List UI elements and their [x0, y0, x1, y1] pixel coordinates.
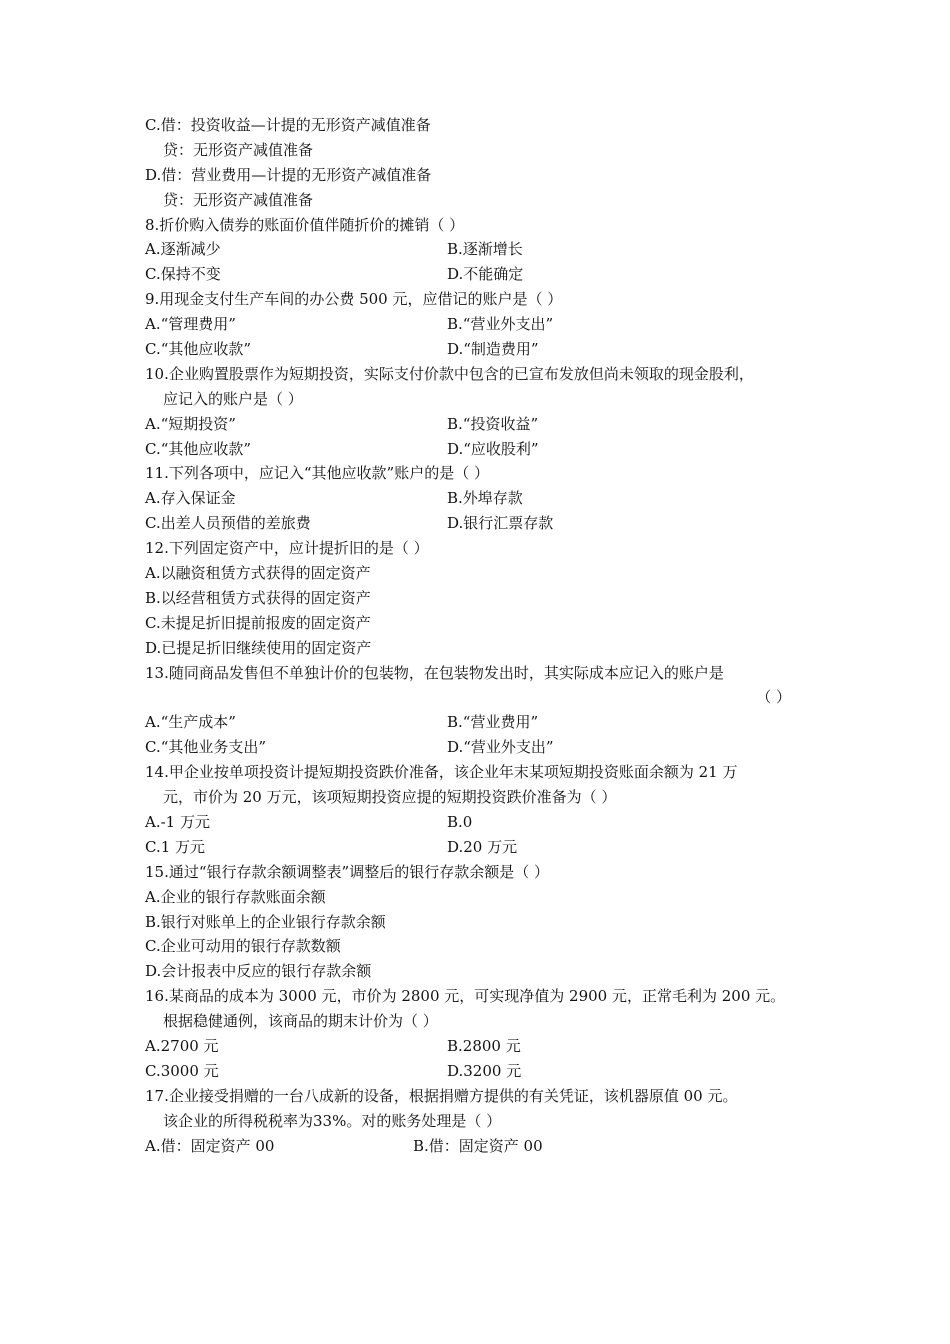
option-text: D.3200 元 [447, 1061, 522, 1080]
option-text: B.“投资收益” [447, 414, 539, 433]
option-text: B.“营业费用” [447, 713, 539, 732]
option-text: C.保持不变 [145, 265, 221, 284]
option-row [145, 810, 825, 835]
text-line: B.银行对账单上的企业银行存款余额 [145, 912, 386, 931]
option-text: B.“营业外支出” [447, 315, 554, 334]
text-line: 12.下列固定资产中，应计提折旧的是（ ） [145, 539, 429, 558]
option-row [145, 835, 825, 860]
text-line: 应记入的账户是（ ） [163, 389, 303, 408]
option-row [145, 1034, 825, 1059]
text-line: 贷：无形资产减值准备 [163, 190, 314, 209]
option-text: D.“应收股利” [447, 439, 539, 458]
option-text: D.20 万元 [447, 837, 518, 856]
text-line: 10.企业购置股票作为短期投资，实际支付价款中包含的已宣布发放但尚未领取的现金股利， [145, 364, 754, 383]
option-row [145, 237, 825, 262]
option-row [145, 262, 825, 287]
option-text: D.不能确定 [447, 265, 524, 284]
document-page [145, 113, 825, 1158]
option-text: A.“短期投资” [145, 414, 236, 433]
text-line: A.以融资租赁方式获得的固定资产 [145, 564, 371, 583]
option-text: B.借：固定资产 00 [413, 1136, 543, 1155]
option-text: C.出差人员预借的差旅费 [145, 514, 311, 533]
option-text: C.3000 元 [145, 1061, 219, 1080]
option-text: A.借：固定资产 00 [145, 1136, 275, 1155]
text-line: C.借：投资收益—计提的无形资产减值准备 [145, 116, 431, 134]
option-text: B.2800 元 [447, 1036, 521, 1055]
text-line: （ ） [756, 688, 791, 707]
text-line: 元，市价为 20 万元，该项短期投资应提的短期投资跌价准备为（ ） [163, 788, 617, 807]
text-line: D.已提足折旧继续使用的固定资产 [145, 638, 372, 657]
option-row [145, 337, 825, 362]
option-text: B.逐渐增长 [447, 240, 523, 259]
option-text: D.“制造费用” [447, 340, 539, 359]
text-line: A.企业的银行存款账面余额 [145, 887, 326, 906]
option-text: C.1 万元 [145, 837, 206, 856]
option-text: A.“生产成本” [145, 713, 236, 732]
option-text: C.“其他应收款” [145, 439, 252, 458]
text-line: D.会计报表中反应的银行存款余额 [145, 962, 372, 981]
option-row [145, 437, 825, 462]
text-line: C.未提足折旧提前报废的固定资产 [145, 613, 371, 632]
text-line: 根据稳健通例，该商品的期末计价为（ ） [163, 1012, 438, 1031]
text-line: B.以经营租赁方式获得的固定资产 [145, 588, 371, 607]
option-row [145, 710, 825, 735]
option-text: D.“营业外支出” [447, 738, 554, 757]
text-line: 11.下列各项中，应记入“其他应收款”账户的是（ ） [145, 464, 489, 483]
option-row [145, 1059, 825, 1084]
option-row [145, 312, 825, 337]
option-text: B.外埠存款 [447, 489, 523, 508]
option-row [145, 412, 825, 437]
text-line: 14.甲企业按单项投资计提短期投资跌价准备，该企业年末某项短期投资账面余额为 21 万 [145, 763, 738, 782]
option-text: C.“其他业务支出” [145, 738, 267, 757]
text-line: 9.用现金支付生产车间的办公费 500 元，应借记的账户是（ ） [145, 290, 563, 309]
option-text: A.逐渐减少 [145, 240, 221, 259]
text-line: 13.随同商品发售但不单独计价的包装物，在包装物发出时，其实际成本应记入的账户是 [145, 663, 724, 682]
text-line: D.借：营业费用—计提的无形资产减值准备 [145, 165, 432, 184]
option-text: D.银行汇票存款 [447, 514, 554, 533]
option-text: B.0 [447, 812, 473, 831]
text-line: 15.通过“银行存款余额调整表”调整后的银行存款余额是（ ） [145, 862, 549, 881]
option-row [145, 486, 825, 511]
option-row [145, 735, 825, 760]
option-text: A.-1 万元 [145, 812, 210, 831]
text-line: C.企业可动用的银行存款数额 [145, 937, 341, 956]
option-text: A.“管理费用” [145, 315, 236, 334]
option-row [145, 1134, 825, 1159]
text-line: 16.某商品的成本为 3000 元，市价为 2800 元，可实现净值为 2900 元，正常毛利为 200 元。 [145, 987, 786, 1006]
text-line: 贷：无形资产减值准备 [163, 140, 314, 159]
text-line: 8.折价购入债券的账面价值伴随折价的摊销（ ） [145, 215, 465, 234]
text-line: 该企业的所得税税率为33%。对的账务处理是（ ） [163, 1111, 502, 1130]
option-row [145, 511, 825, 536]
text-line: 17.企业接受捐赠的一台八成新的设备，根据捐赠方提供的有关凭证，该机器原值 00 元。 [145, 1086, 738, 1105]
option-text: A.2700 元 [145, 1036, 219, 1055]
option-text: C.“其他应收款” [145, 340, 252, 359]
option-text: A.存入保证金 [145, 489, 236, 508]
